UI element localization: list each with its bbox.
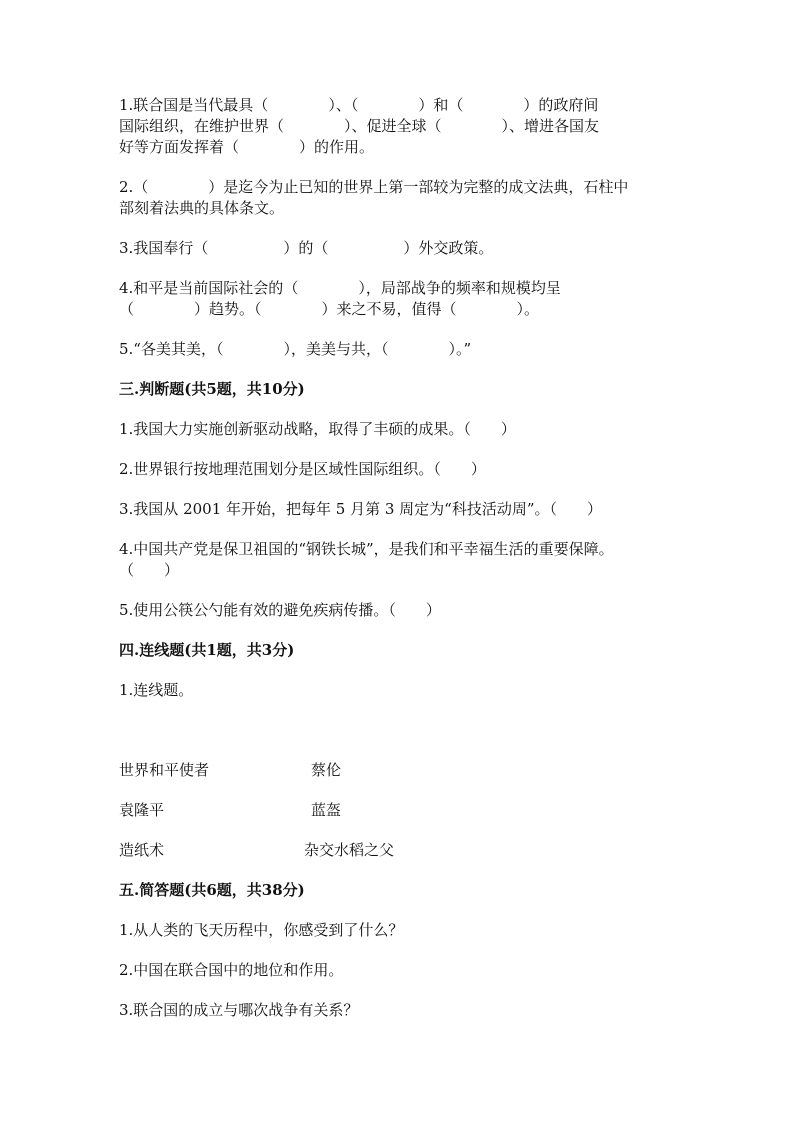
question-line: （ ） [119,561,180,579]
matching-question: 1.连线题。 [119,681,194,699]
matching-left-item: 造纸术 [119,841,165,859]
fill-question-5 [119,339,679,360]
question-line: 4.中国共产党是保卫祖国的“钢铁长城”，是我们和平幸福生活的重要保障。 [119,540,614,558]
question-line: 4.和平是当前国际社会的（ ），局部战争的频率和规模均呈 [119,279,561,297]
question-line: 好等方面发挥着（ ）的作用。 [119,138,375,156]
question-line: 3.我国奉行（ ）的（ ）外交政策。 [119,239,494,257]
section-title-judgement: 三.判断题(共5题，共10分) [119,380,305,398]
judgement-question-4 [119,539,679,581]
short-answer-question-3: 3.联合国的成立与哪次战争有关系？ [119,1001,359,1019]
fill-question-3 [119,238,679,259]
exam-page [119,95,679,1021]
judgement-question-5: 5.使用公筷公勺能有效的避免疾病传播。（ ） [119,601,441,619]
section-title-matching: 四.连线题(共1题，共3分) [119,641,295,659]
matching-left-item: 世界和平使者 [119,761,210,779]
section-title-short-answer: 五.简答题(共6题，共38分) [119,881,305,899]
question-line: 2.（ ）是迄今为止已知的世界上第一部较为完整的成文法典，石柱中 [119,178,629,196]
question-line: 5.“各美其美，（ ），美美与共，（ ）。” [119,340,472,358]
judgement-question-3: 3.我国从 2001 年开始，把每年 5 月第 3 周定为“科技活动周”。（ ） [119,500,603,518]
matching-row [119,760,679,781]
judgement-question-1: 1.我国大力实施创新驱动战略，取得了丰硕的成果。（ ） [119,420,516,438]
fill-question-1 [119,95,679,158]
matching-right-item: 蓝盔 [311,801,342,819]
short-answer-question-1: 1.从人类的飞天历程中，你感受到了什么？ [119,921,404,939]
matching-row [119,840,679,861]
matching-left-item: 袁隆平 [119,801,165,819]
short-answer-question-2: 2.中国在联合国中的地位和作用。 [119,961,344,979]
matching-row [119,800,679,821]
question-line: 1.联合国是当代最具（ ）、（ ）和（ ）的政府间 [119,96,599,114]
fill-question-2 [119,177,679,219]
matching-right-item: 蔡伦 [311,761,342,779]
fill-question-4 [119,278,679,320]
judgement-question-2: 2.世界银行按地理范围划分是区域性国际组织。（ ） [119,460,486,478]
question-line: 部刻着法典的具体条文。 [119,199,285,217]
question-line: （ ）趋势。（ ）来之不易，值得（ ）。 [119,300,540,318]
matching-right-item: 杂交水稻之父 [304,841,395,859]
question-line: 国际组织，在维护世界（ ）、促进全球（ ）、增进各国友 [119,117,600,135]
